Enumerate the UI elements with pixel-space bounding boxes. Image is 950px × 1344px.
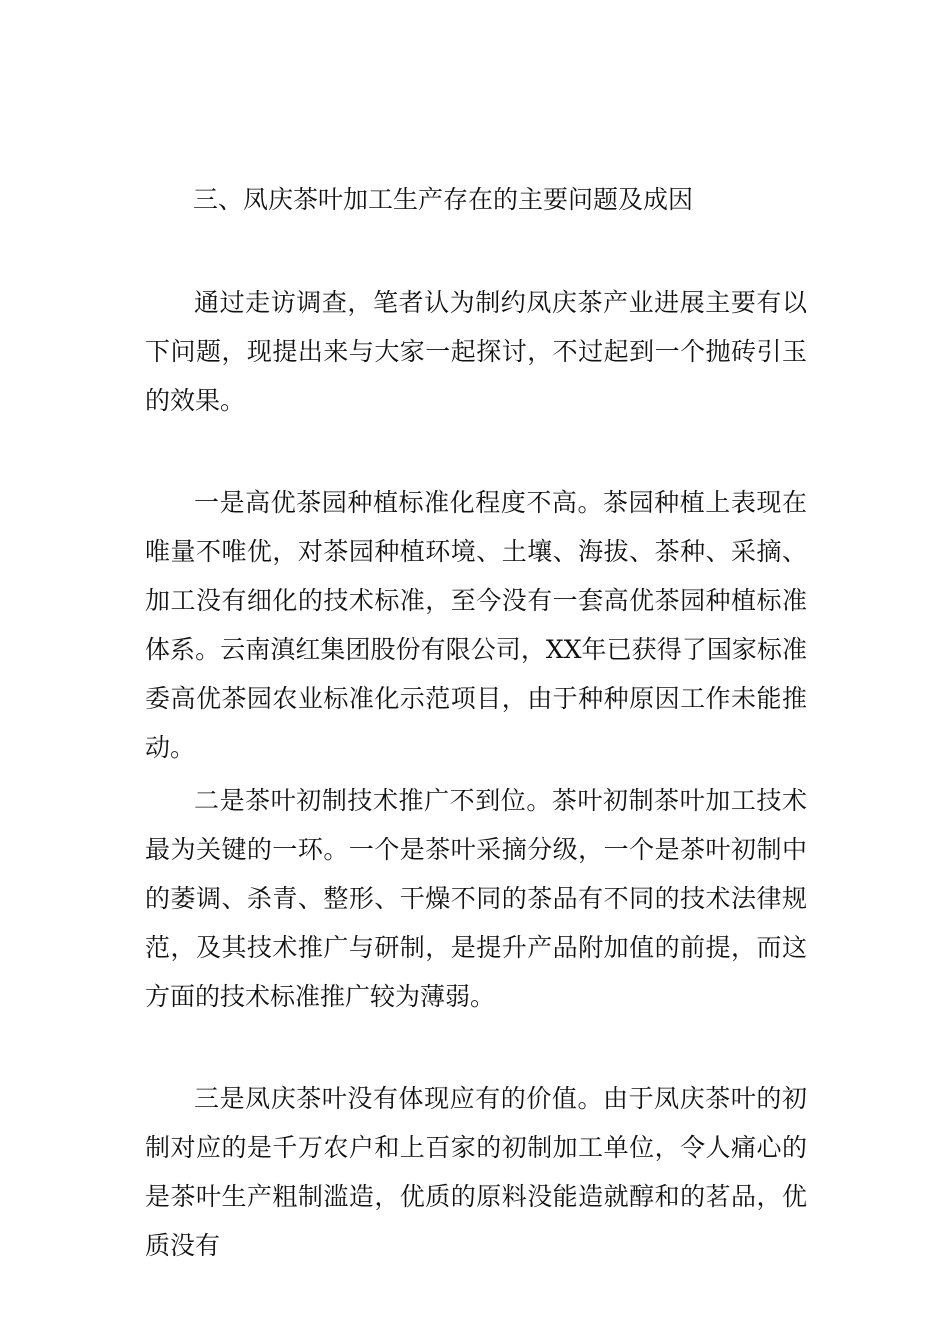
paragraph-point-three: 三是凤庆茶叶没有体现应有的价值。由于凤庆茶叶的初制对应的是千万农户和上百家的初制加工单位，令人痛心的是茶叶生产粗制滥造，优质的原料没能造就醇和的茗品，优质没有 xyxy=(145,1084,807,1260)
section-heading: 三、凤庆茶叶加工生产存在的主要问题及成因 xyxy=(193,185,694,214)
paragraph-intro: 通过走访调查，笔者认为制约凤庆茶产业进展主要有以下问题，现提出来与大家一起探讨，不过起到一个抛砖引玉的效果。 xyxy=(145,288,807,415)
paragraph-point-one: 一是高优茶园种植标准化程度不高。茶园种植上表现在唯量不唯优，对茶园种植环境、土壤、海拔、茶种、采摘、加工没有细化的技术标准，至今没有一套高优茶园种植标准体系。云南滇红集团股份有限公司，XX年已获得了国家标准委高优茶园农业标准化示范项目，由于种种原因工作未能推动。 xyxy=(145,488,807,762)
paragraph-point-two: 二是茶叶初制技术推广不到位。茶叶初制茶叶加工技术最为关键的一环。一个是茶叶采摘分级，一个是茶叶初制中的萎调、杀青、整形、干燥不同的茶品有不同的技术法律规范，及其技术推广与研制，是提升产品附加值的前提，而这方面的技术标准推广较为薄弱。 xyxy=(145,786,807,1011)
